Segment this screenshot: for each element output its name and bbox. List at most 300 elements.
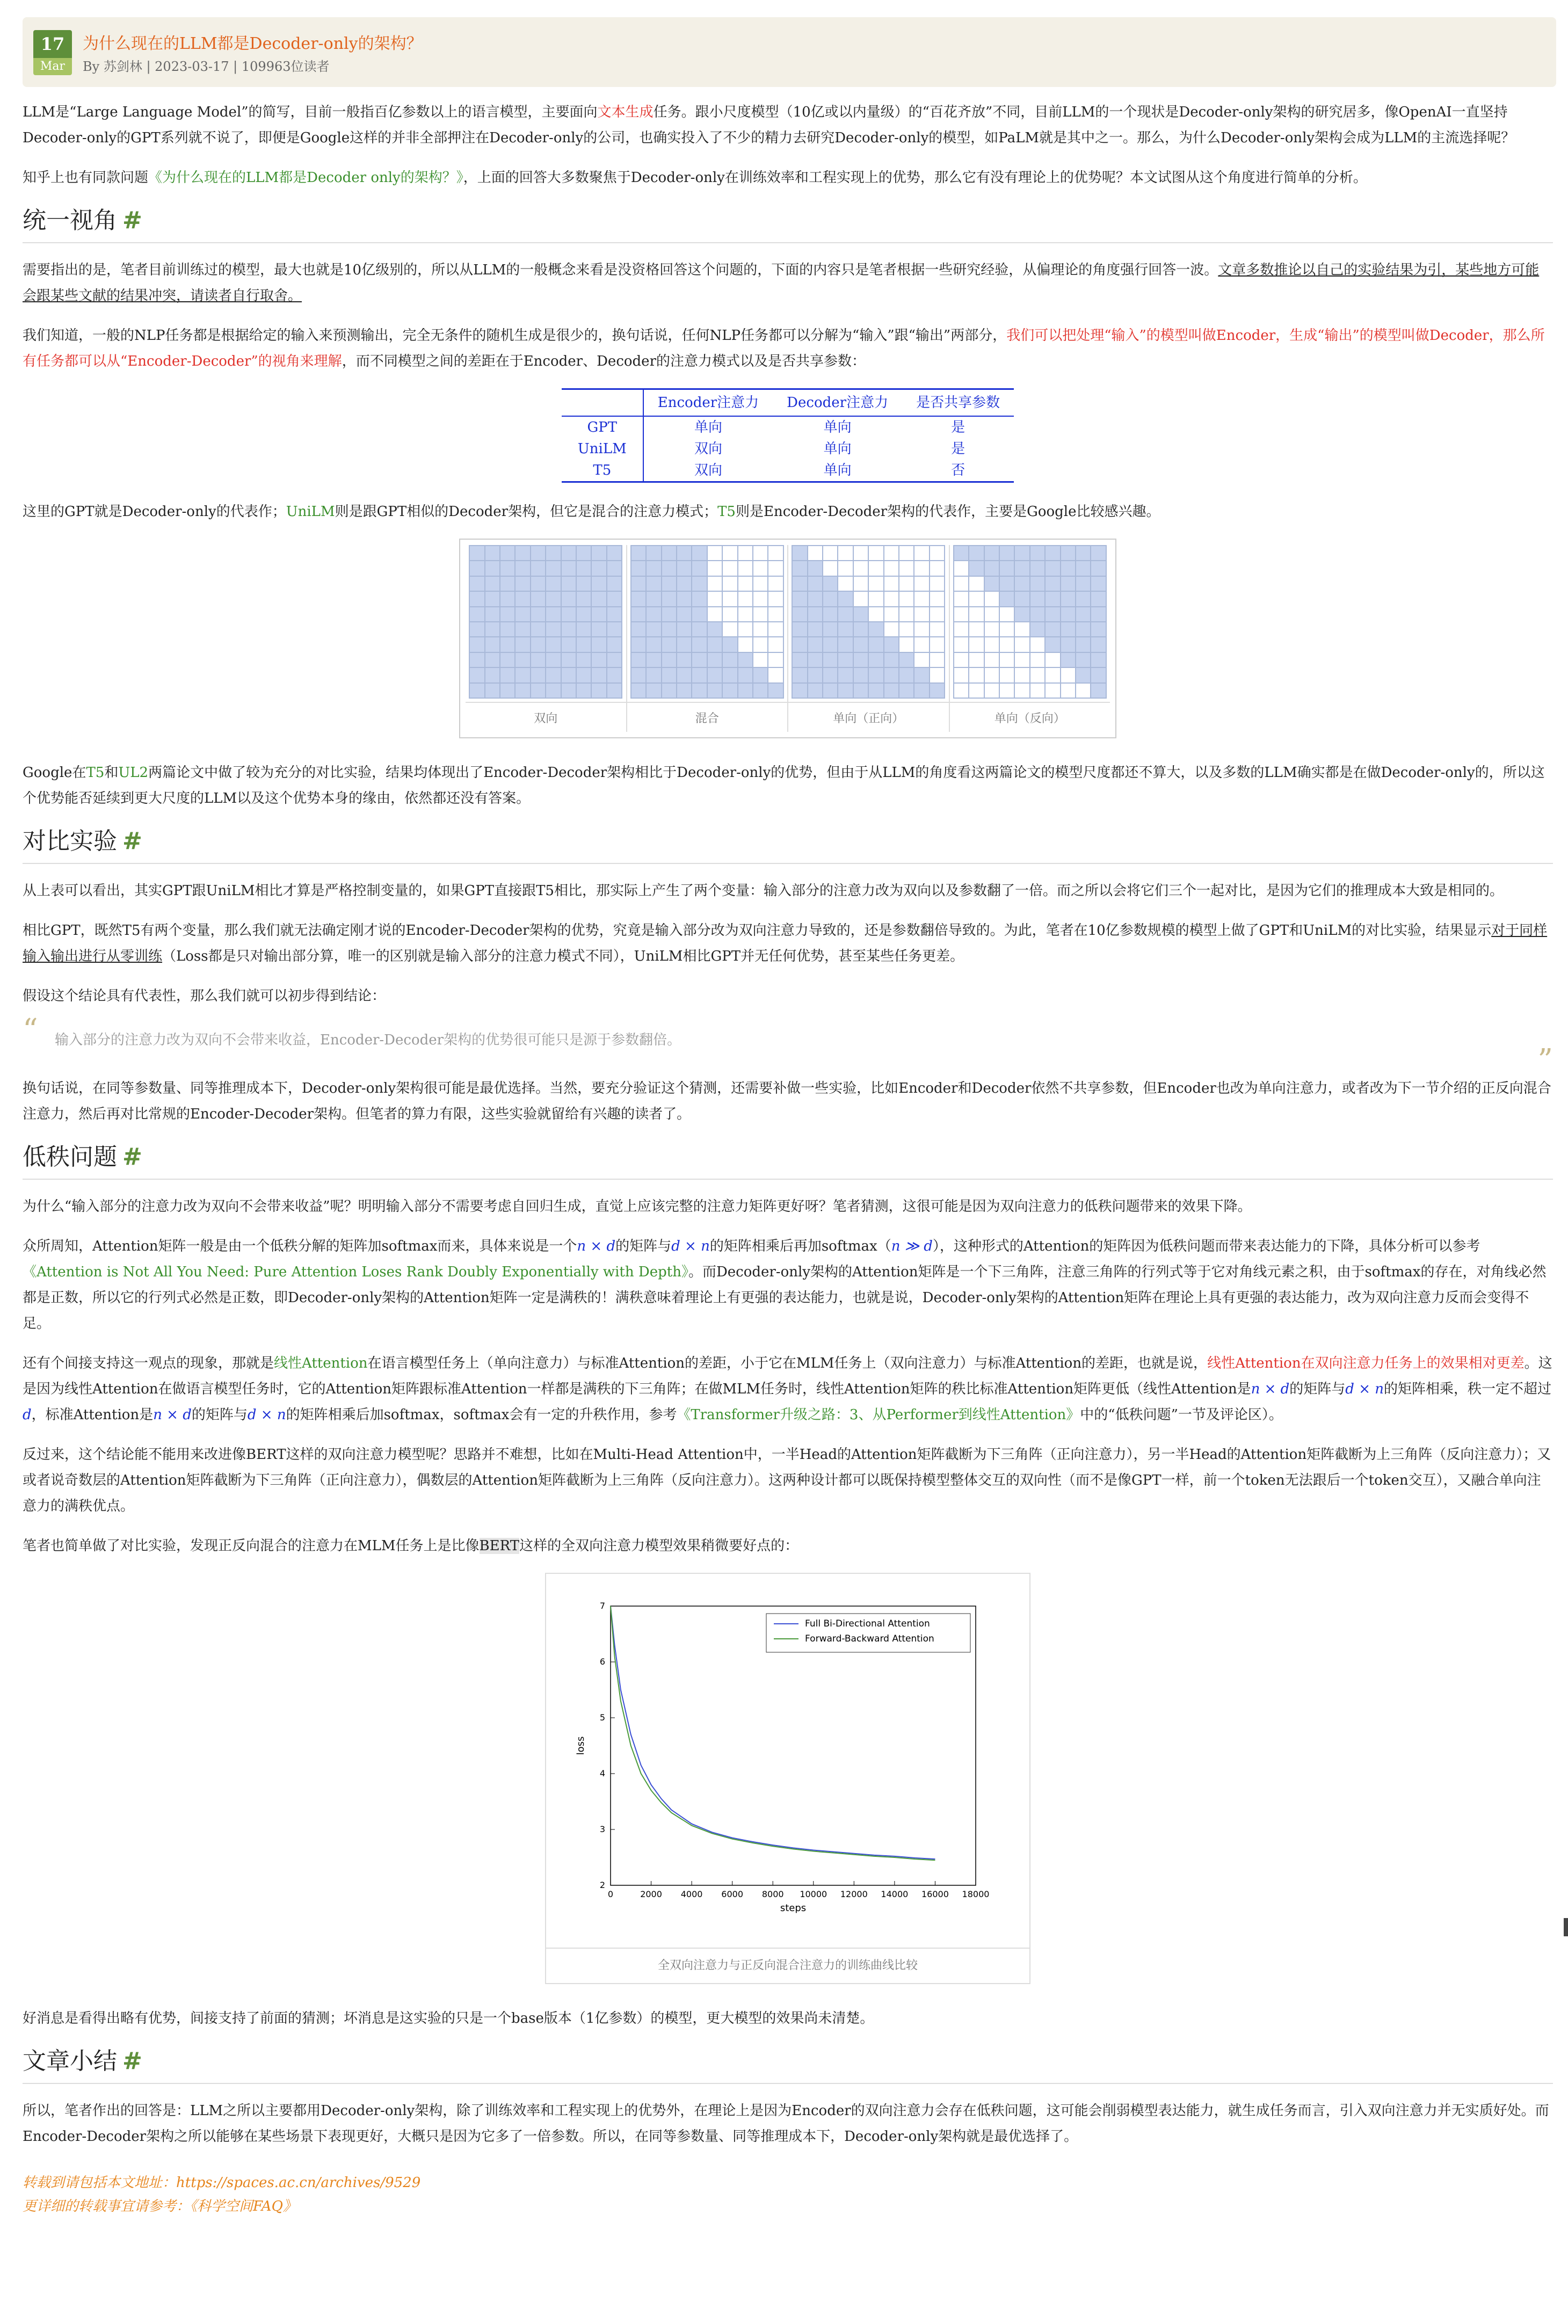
quote-text: 输入部分的注意力改为双向不会带来收益，Encoder-Decoder架构的优势很可能只是源于参数翻倍。	[55, 1032, 681, 1048]
mask-cell	[1015, 577, 1029, 591]
mask-cell	[838, 607, 852, 621]
mask-panel	[466, 545, 627, 732]
mask-cell	[647, 607, 660, 621]
mask-cell	[768, 622, 782, 636]
mask-cell	[738, 592, 752, 606]
mask-cell	[753, 622, 767, 636]
mask-cell	[854, 637, 868, 651]
table-cell: 双向	[694, 462, 722, 478]
mask-cell	[1046, 607, 1059, 621]
mask-cell	[546, 622, 560, 636]
mask-cell	[1030, 637, 1044, 651]
mask-cell	[1030, 577, 1044, 591]
anchor-link[interactable]: #	[122, 1143, 142, 1171]
mask-cell	[838, 668, 852, 682]
mask-cell	[1076, 592, 1090, 606]
mask-cell	[753, 607, 767, 621]
mask-cell	[607, 561, 621, 575]
mask-cell	[1000, 622, 1014, 636]
mask-cell	[516, 607, 529, 621]
mask-cell	[662, 684, 676, 698]
mask-cell	[954, 637, 968, 651]
text: ，上面的回答大多数聚焦于Decoder-only在训练效率和工程实现上的优势，那么它有没有理论上的优势呢？本文试图从这个角度进行简单的分析。	[463, 170, 1367, 186]
paper-link[interactable]: 《Attention is Not All You Need: Pure Attention Loses Rank Doubly Exponentially with Depth》	[23, 1264, 688, 1280]
mask-cell	[631, 637, 645, 651]
loss-chart	[546, 1574, 1029, 1939]
mask-cell	[823, 592, 837, 606]
mask-cell	[954, 561, 968, 575]
text: 在语言模型任务上（单向注意力）与标准Attention的差距，小于它在MLM任务上（双向注意力）与标准Attention的差距，也就是说，	[367, 1355, 1208, 1371]
mask-cell	[647, 577, 660, 591]
mask-cell	[838, 653, 852, 667]
mask-cell	[854, 684, 868, 698]
mask-cell	[1091, 607, 1105, 621]
text: 的矩阵相乘后加softmax，softmax会有一定的升秩作用，参考	[286, 1407, 677, 1423]
mask-cell	[662, 561, 676, 575]
mask-cell	[562, 592, 576, 606]
sec2-paragraph-3: 假设这个结论具有代表性，那么我们就可以初步得到结论：	[23, 988, 386, 1004]
mask-cell	[753, 637, 767, 651]
text: 的矩阵与	[191, 1407, 248, 1423]
mask-cell	[899, 668, 913, 682]
mask-cell	[662, 637, 676, 651]
mask-cell	[631, 622, 645, 636]
mask-cell	[592, 684, 606, 698]
mask-cell	[823, 684, 837, 698]
mask-cell	[562, 561, 576, 575]
mask-cell	[1000, 577, 1014, 591]
mask-cell	[677, 607, 691, 621]
table-header-cell	[562, 389, 643, 417]
math-expression: n × d	[577, 1238, 616, 1254]
mask-cell	[854, 592, 868, 606]
mask-cell	[854, 668, 868, 682]
mask-cell	[531, 637, 545, 651]
mask-cell	[692, 561, 706, 575]
zhihu-link[interactable]: 《为什么现在的LLM都是Decoder only的架构？》	[148, 170, 463, 186]
mask-cell	[753, 668, 767, 682]
mask-cell	[1046, 684, 1059, 698]
mask-cell	[708, 684, 722, 698]
mask-cell	[954, 653, 968, 667]
table-cell: 是	[951, 419, 966, 435]
mask-cell	[677, 684, 691, 698]
mask-cell	[899, 592, 913, 606]
text: 中的“低秩问题”一节及评论区）。	[1080, 1407, 1283, 1423]
x-tick-label: 4000	[680, 1889, 703, 1899]
mask-cell	[500, 637, 514, 651]
mask-cell	[708, 577, 722, 591]
mask-cell	[1046, 546, 1059, 560]
repost-faq-line	[23, 2195, 1553, 2218]
mask-cell	[869, 592, 883, 606]
mask-cell	[562, 653, 576, 667]
mask-cell	[677, 653, 691, 667]
mask-cell	[662, 577, 676, 591]
mask-cell	[854, 653, 868, 667]
mask-cell	[869, 637, 883, 651]
y-tick-label: 4	[599, 1768, 605, 1778]
mask-cell	[930, 653, 944, 667]
mask-cell	[793, 577, 807, 591]
x-tick-label: 10000	[800, 1889, 827, 1899]
sec3-paragraph-3	[23, 1350, 1553, 1428]
mask-cell	[884, 607, 898, 621]
mask-cell	[954, 546, 968, 560]
mask-cell	[647, 684, 660, 698]
mask-cell	[500, 684, 514, 698]
table-header-row	[562, 389, 1014, 417]
table-cell: 否	[951, 462, 966, 478]
y-tick-label: 7	[599, 1601, 605, 1611]
mask-cell	[753, 546, 767, 560]
mask-cell	[884, 546, 898, 560]
section-heading-summary	[23, 2045, 1553, 2084]
mask-cell	[1091, 668, 1105, 682]
mask-grid-mixed	[630, 545, 784, 699]
mask-cell	[985, 607, 999, 621]
mask-cell	[1000, 607, 1014, 621]
mask-cell	[854, 546, 868, 560]
legend-label: Forward-Backward Attention	[805, 1633, 934, 1644]
anchor-link[interactable]: #	[122, 2047, 142, 2075]
repost-note	[23, 2171, 1553, 2218]
mask-cell	[914, 637, 928, 651]
mask-cell	[1046, 592, 1059, 606]
mask-cell	[1000, 546, 1014, 560]
transformer-upgrade-link[interactable]: 《Transformer升级之路：3、从Performer到线性Attention》	[677, 1407, 1080, 1423]
text: 的矩阵相乘后再加softmax（	[709, 1238, 891, 1254]
y-tick-label: 3	[599, 1824, 605, 1834]
mask-cell	[662, 546, 676, 560]
mask-cell	[592, 668, 606, 682]
mask-cell	[899, 607, 913, 621]
mask-cell	[516, 684, 529, 698]
mask-cell	[869, 622, 883, 636]
mask-cell	[838, 577, 852, 591]
table-cell: 是	[951, 441, 966, 457]
sec2-paragraph-1: 从上表可以看出，其实GPT跟UniLM相比才算是严格控制变量的，如果GPT直接跟T5相比，那实际上产生了两个变量：输入部分的注意力改为双向以及参数翻了一倍。而之所以会将它们三个一起对比，是因为它们的推理成本大致是相同的。	[23, 883, 1504, 899]
mask-cell	[914, 561, 928, 575]
mask-cell	[808, 592, 822, 606]
mask-cell	[1076, 637, 1090, 651]
mask-cell	[607, 653, 621, 667]
mask-cell	[577, 592, 591, 606]
mask-cell	[930, 668, 944, 682]
table-cell: 单向	[694, 419, 722, 435]
mask-cell	[562, 668, 576, 682]
mask-cell	[470, 561, 484, 575]
mask-cell	[723, 607, 737, 621]
mask-grid-backward	[953, 545, 1107, 699]
mask-cell	[738, 622, 752, 636]
table-cell: T5	[562, 460, 643, 482]
mask-cell	[1015, 622, 1029, 636]
mask-cell	[1015, 561, 1029, 575]
mask-cell	[470, 607, 484, 621]
mask-cell	[723, 622, 737, 636]
article-body	[23, 99, 1553, 2218]
mask-cell	[768, 577, 782, 591]
mask-cell	[500, 668, 514, 682]
intro-paragraph-2	[23, 165, 1553, 191]
linear-attention-link[interactable]: 线性Attention	[274, 1355, 368, 1371]
mask-cell	[793, 653, 807, 667]
mask-cell	[1061, 607, 1075, 621]
mask-cell	[1091, 546, 1105, 560]
sec1-paragraph-2	[23, 323, 1553, 374]
mask-panel	[788, 545, 950, 732]
anchor-link[interactable]: #	[122, 827, 142, 855]
mask-cell	[1091, 622, 1105, 636]
mask-cell	[1000, 592, 1014, 606]
table-cell: 单向	[823, 462, 852, 478]
sec1-paragraph-4	[23, 760, 1553, 811]
mask-cell	[854, 561, 868, 575]
mask-cell	[969, 653, 983, 667]
post-title[interactable]: 为什么现在的LLM都是Decoder-only的架构？	[83, 34, 423, 53]
text: 的矩阵与	[1289, 1381, 1346, 1397]
mask-cell	[546, 546, 560, 560]
mask-cell	[692, 684, 706, 698]
mask-cell	[753, 592, 767, 606]
mask-label: 单向（正向）	[788, 702, 949, 732]
mask-cell	[899, 577, 913, 591]
mask-cell	[823, 668, 837, 682]
text: 的矩阵与	[615, 1238, 672, 1254]
mask-cell	[793, 592, 807, 606]
underlined-text: 对于同样输入输出进行从零训练	[23, 923, 1548, 964]
mask-label: 单向（反向）	[950, 702, 1110, 732]
mask-cell	[1091, 653, 1105, 667]
mask-cell	[930, 607, 944, 621]
table-row	[562, 416, 1014, 438]
mask-cell	[793, 684, 807, 698]
mask-cell	[677, 561, 691, 575]
mask-cell	[768, 668, 782, 682]
mask-cell	[1076, 546, 1090, 560]
mask-cell	[531, 607, 545, 621]
mask-cell	[985, 577, 999, 591]
conclusion-quote	[23, 1013, 1553, 1078]
mask-cell	[1000, 684, 1014, 698]
mask-cell	[485, 592, 499, 606]
mask-cell	[793, 607, 807, 621]
mask-cell	[516, 592, 529, 606]
mask-cell	[470, 622, 484, 636]
mask-cell	[647, 561, 660, 575]
mask-cell	[723, 577, 737, 591]
mask-cell	[1061, 592, 1075, 606]
text: ，标准Attention是	[31, 1407, 154, 1423]
mask-cell	[485, 637, 499, 651]
mask-cell	[708, 607, 722, 621]
mask-cell	[1046, 561, 1059, 575]
sec2-paragraph-2	[23, 918, 1553, 969]
mask-cell	[823, 607, 837, 621]
mask-cell	[930, 561, 944, 575]
mask-cell	[1000, 637, 1014, 651]
mask-cell	[1061, 637, 1075, 651]
math-expression: d	[23, 1407, 32, 1423]
text: ，而不同模型之间的差距在于Encoder、Decoder的注意力模式以及是否共享参数：	[342, 353, 866, 369]
date-badge	[33, 30, 72, 75]
text: Google在	[23, 765, 86, 781]
text: 众所周知，Attention矩阵一般是由一个低秩分解的矩阵加softmax而来，具体来说是一个	[23, 1238, 577, 1254]
mask-cell	[546, 653, 560, 667]
mask-cell	[647, 668, 660, 682]
mask-cell	[500, 561, 514, 575]
mask-cell	[1076, 561, 1090, 575]
text: ），这种形式的Attention的矩阵因为低秩问题而带来表达能力的下降，具体分析可以参考	[932, 1238, 1480, 1254]
mask-cell	[631, 577, 645, 591]
mask-cell	[723, 637, 737, 651]
mask-cell	[899, 561, 913, 575]
mask-cell	[869, 607, 883, 621]
mask-cell	[884, 622, 898, 636]
mask-cell	[884, 684, 898, 698]
mask-cell	[808, 653, 822, 667]
mask-cell	[577, 607, 591, 621]
mask-cell	[607, 607, 621, 621]
mask-cell	[546, 561, 560, 575]
mask-cell	[516, 668, 529, 682]
mask-cell	[1061, 684, 1075, 698]
mask-cell	[768, 607, 782, 621]
mask-cell	[869, 653, 883, 667]
mask-cell	[884, 668, 898, 682]
section-heading-low-rank	[23, 1141, 1553, 1180]
repost-url[interactable]: 转载到请包括本文地址：https://spaces.ac.cn/archives/9529	[23, 2175, 421, 2191]
mask-cell	[723, 684, 737, 698]
text: 则是Encoder-Decoder架构的代表作，主要是Google比较感兴趣。	[735, 504, 1160, 520]
x-tick-label: 16000	[921, 1889, 949, 1899]
x-axis-label: steps	[780, 1902, 807, 1914]
math-expression: n × d	[153, 1407, 192, 1423]
mask-cell	[738, 546, 752, 560]
mask-cell	[592, 637, 606, 651]
section-heading-unified-view	[23, 205, 1553, 243]
text: （Loss都是只对输出部分算，唯一的区别就是输入部分的注意力模式不同），UniLM相比GPT并无任何优势，甚至某些任务更差。	[162, 948, 964, 964]
text: 。而Decoder-only架构的Attention矩阵是一个下三角阵，注意三角阵的行列式等于它对角线元素之积，由于softmax的存在，对角线必然都是正数，所以它的行列式必然是正数，即Decoder-only架构的Attention矩阵一定是满秩的！满秩意味着理论上有更强的表达能力，也就是说，Decoder-only架构的Attention矩阵在理论上具有更强的表达能力，改为双向注意力反而会变得不足。	[23, 1264, 1547, 1332]
mask-cell	[631, 561, 645, 575]
mask-cell	[884, 637, 898, 651]
anchor-link[interactable]: #	[122, 207, 142, 234]
mask-cell	[914, 653, 928, 667]
section-title: 低秩问题	[23, 1143, 117, 1171]
mask-cell	[869, 668, 883, 682]
mask-cell	[954, 684, 968, 698]
mask-cell	[1046, 637, 1059, 651]
sec1-paragraph-1	[23, 257, 1553, 309]
section-title: 统一视角	[23, 207, 117, 234]
mask-cell	[546, 577, 560, 591]
mask-cell	[647, 592, 660, 606]
intro-paragraph-1	[23, 99, 1553, 151]
figure-caption: 全双向注意力与正反向混合注意力的训练曲线比较	[546, 1948, 1029, 1983]
mask-cell	[1076, 622, 1090, 636]
table-cell: 单向	[823, 419, 852, 435]
mask-cell	[1030, 546, 1044, 560]
x-tick-label: 18000	[962, 1889, 990, 1899]
mask-cell	[662, 607, 676, 621]
mask-cell	[562, 622, 576, 636]
section-heading-experiment	[23, 825, 1553, 864]
faq-link[interactable]: 《科学空间FAQ》	[190, 2198, 297, 2214]
mask-cell	[692, 668, 706, 682]
mask-cell	[500, 592, 514, 606]
mask-cell	[631, 668, 645, 682]
mask-cell	[1000, 668, 1014, 682]
legend-label: Full Bi-Directional Attention	[805, 1618, 930, 1629]
mask-cell	[899, 622, 913, 636]
text: 这里的GPT就是Decoder-only的代表作；	[23, 504, 286, 520]
mask-cell	[1015, 546, 1029, 560]
mask-cell	[708, 561, 722, 575]
mask-cell	[823, 561, 837, 575]
scrollbar-thumb[interactable]	[1564, 1918, 1568, 1936]
mask-cell	[738, 607, 752, 621]
sec3-paragraph-2	[23, 1233, 1553, 1337]
math-expression: d × n	[671, 1238, 710, 1254]
mask-cell	[546, 668, 560, 682]
mask-cell	[677, 546, 691, 560]
mask-cell	[884, 653, 898, 667]
mask-cell	[969, 637, 983, 651]
mask-cell	[753, 561, 767, 575]
mask-cell	[869, 561, 883, 575]
open-quote-icon: “	[23, 1013, 38, 1048]
mask-cell	[1000, 561, 1014, 575]
mask-cell	[692, 653, 706, 667]
text: 和	[104, 765, 119, 781]
t5-paper-link[interactable]: T5	[86, 765, 105, 781]
mask-cell	[753, 653, 767, 667]
mask-cell	[577, 684, 591, 698]
t5-link[interactable]: T5	[717, 504, 736, 520]
mask-cell	[562, 607, 576, 621]
mask-cell	[1061, 668, 1075, 682]
mask-cell	[723, 546, 737, 560]
mask-cell	[1076, 668, 1090, 682]
mask-cell	[914, 684, 928, 698]
mask-cell	[823, 577, 837, 591]
text: 还有个间接支持这一观点的现象，那就是	[23, 1355, 274, 1371]
unilm-link[interactable]: UniLM	[286, 504, 335, 520]
mask-cell	[500, 607, 514, 621]
mask-cell	[1076, 607, 1090, 621]
post-header	[23, 17, 1556, 87]
mask-cell	[738, 684, 752, 698]
sec2-paragraph-4: 换句话说，在同等参数量、同等推理成本下，Decoder-only架构很可能是最优选择。当然，要充分验证这个猜测，还需要补做一些实验，比如Encoder和Decoder依然不共享参数，但Encoder也改为单向注意力，或者改为下一节介绍的正反向混合注意力，然后再对比常规的Encoder-Decoder架构。但笔者的算力有限，这些实验就留给有兴趣的读者了。	[23, 1080, 1551, 1122]
mask-cell	[1046, 577, 1059, 591]
mask-panel	[950, 545, 1110, 732]
mask-cell	[793, 622, 807, 636]
mask-cell	[577, 577, 591, 591]
mask-cell	[516, 546, 529, 560]
mask-cell	[1076, 684, 1090, 698]
text: 笔者也简单做了对比实验，发现正反向混合的注意力在MLM任务上是比像	[23, 1538, 480, 1554]
mask-cell	[930, 637, 944, 651]
ul2-paper-link[interactable]: UL2	[118, 765, 149, 781]
mask-cell	[854, 607, 868, 621]
mask-cell	[662, 668, 676, 682]
mask-cell	[1000, 653, 1014, 667]
mask-cell	[708, 592, 722, 606]
mask-cell	[793, 668, 807, 682]
mask-cell	[1091, 592, 1105, 606]
mask-cell	[677, 622, 691, 636]
